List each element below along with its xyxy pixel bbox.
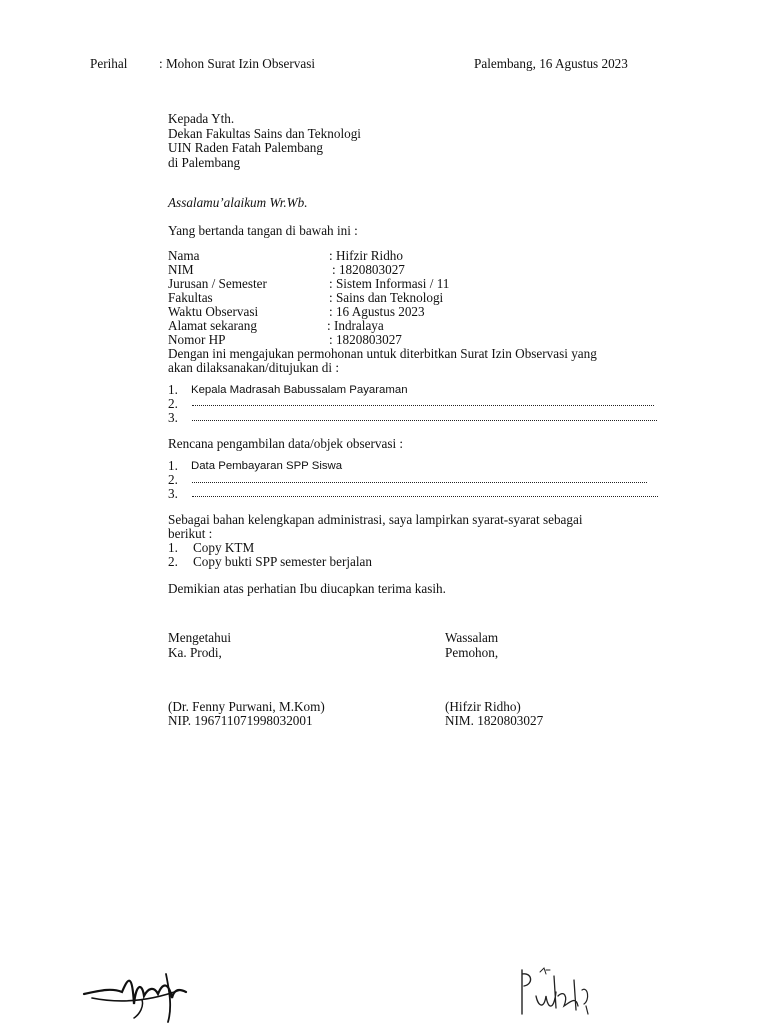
data-plan-blank-line — [192, 480, 647, 483]
target-number: 1. — [168, 382, 178, 397]
intro-text: Yang bertanda tangan di bawah ini : — [168, 223, 358, 238]
right-signer-id: NIM. 1820803027 — [445, 713, 544, 728]
closing-text: Demikian atas perhatian Ibu diucapkan terima kasih. — [168, 581, 446, 596]
recipient-line: Dekan Fakultas Sains dan Teknologi — [168, 126, 361, 141]
request-line: akan dilaksanakan/ditujukan di : — [168, 360, 340, 375]
perihal-value: : Mohon Surat Izin Observasi — [159, 56, 316, 71]
data-plan-number: 1. — [168, 458, 178, 473]
recipient-line: di Palembang — [168, 155, 241, 170]
left-signer-id: NIP. 196711071998032001 — [168, 713, 313, 728]
attachment-line: berikut : — [168, 526, 213, 541]
target-item: Kepala Madrasah Babussalam Payaraman — [191, 384, 408, 396]
field-label-hp: Nomor HP — [168, 332, 226, 347]
greeting: Assalamu’alaikum Wr.Wb. — [168, 195, 308, 210]
attachment-item: Copy KTM — [193, 540, 255, 555]
field-value-jurusan: : Sistem Informasi / 11 — [329, 276, 450, 291]
field-value-nama: : Hifzir Ridho — [329, 248, 403, 263]
data-plan-item: Data Pembayaran SPP Siswa — [191, 460, 343, 472]
right-sign-line2: Pemohon, — [445, 645, 499, 660]
field-value-nim: : 1820803027 — [332, 262, 405, 277]
data-plan-number: 3. — [168, 486, 178, 501]
field-label-waktu: Waktu Observasi — [168, 304, 259, 319]
data-plan-blank-line — [192, 494, 658, 497]
field-value-fakultas: : Sains dan Teknologi — [329, 290, 444, 305]
recipient-line: Kepada Yth. — [168, 111, 235, 126]
field-label-nama: Nama — [168, 248, 200, 263]
left-sign-line1: Mengetahui — [168, 630, 231, 645]
recipient-line: UIN Raden Fatah Palembang — [168, 140, 323, 155]
left-signer-name: (Dr. Fenny Purwani, M.Kom) — [168, 699, 325, 714]
field-label-alamat: Alamat sekarang — [168, 318, 257, 333]
attachment-number: 1. — [168, 540, 178, 555]
target-blank-line — [192, 418, 657, 421]
target-number: 2. — [168, 396, 178, 411]
field-value-alamat: : Indralaya — [327, 318, 384, 333]
data-plan-heading: Rencana pengambilan data/objek observasi : — [168, 436, 404, 451]
handwritten-signature-left — [82, 964, 192, 1024]
data-plan-number: 2. — [168, 472, 178, 487]
target-blank-line — [192, 403, 654, 406]
place-date: Palembang, 16 Agustus 2023 — [474, 56, 628, 71]
attachment-item: Copy bukti SPP semester berjalan — [193, 554, 372, 569]
target-number: 3. — [168, 410, 178, 425]
field-value-hp: : 1820803027 — [329, 332, 402, 347]
field-label-nim: NIM — [168, 262, 194, 277]
perihal-label: Perihal — [90, 56, 128, 71]
request-line: Dengan ini mengajukan permohonan untuk diterbitkan Surat Izin Observasi yang — [168, 346, 597, 361]
handwritten-signature-right — [516, 966, 596, 1022]
field-label-jurusan: Jurusan / Semester — [168, 276, 267, 291]
attachment-line: Sebagai bahan kelengkapan administrasi, saya lampirkan syarat-syarat sebagai — [168, 512, 583, 527]
field-label-fakultas: Fakultas — [168, 290, 213, 305]
attachment-number: 2. — [168, 554, 178, 569]
field-value-waktu: : 16 Agustus 2023 — [329, 304, 425, 319]
left-sign-line2: Ka. Prodi, — [168, 645, 222, 660]
right-sign-line1: Wassalam — [445, 630, 499, 645]
right-signer-name: (Hifzir Ridho) — [445, 699, 521, 714]
